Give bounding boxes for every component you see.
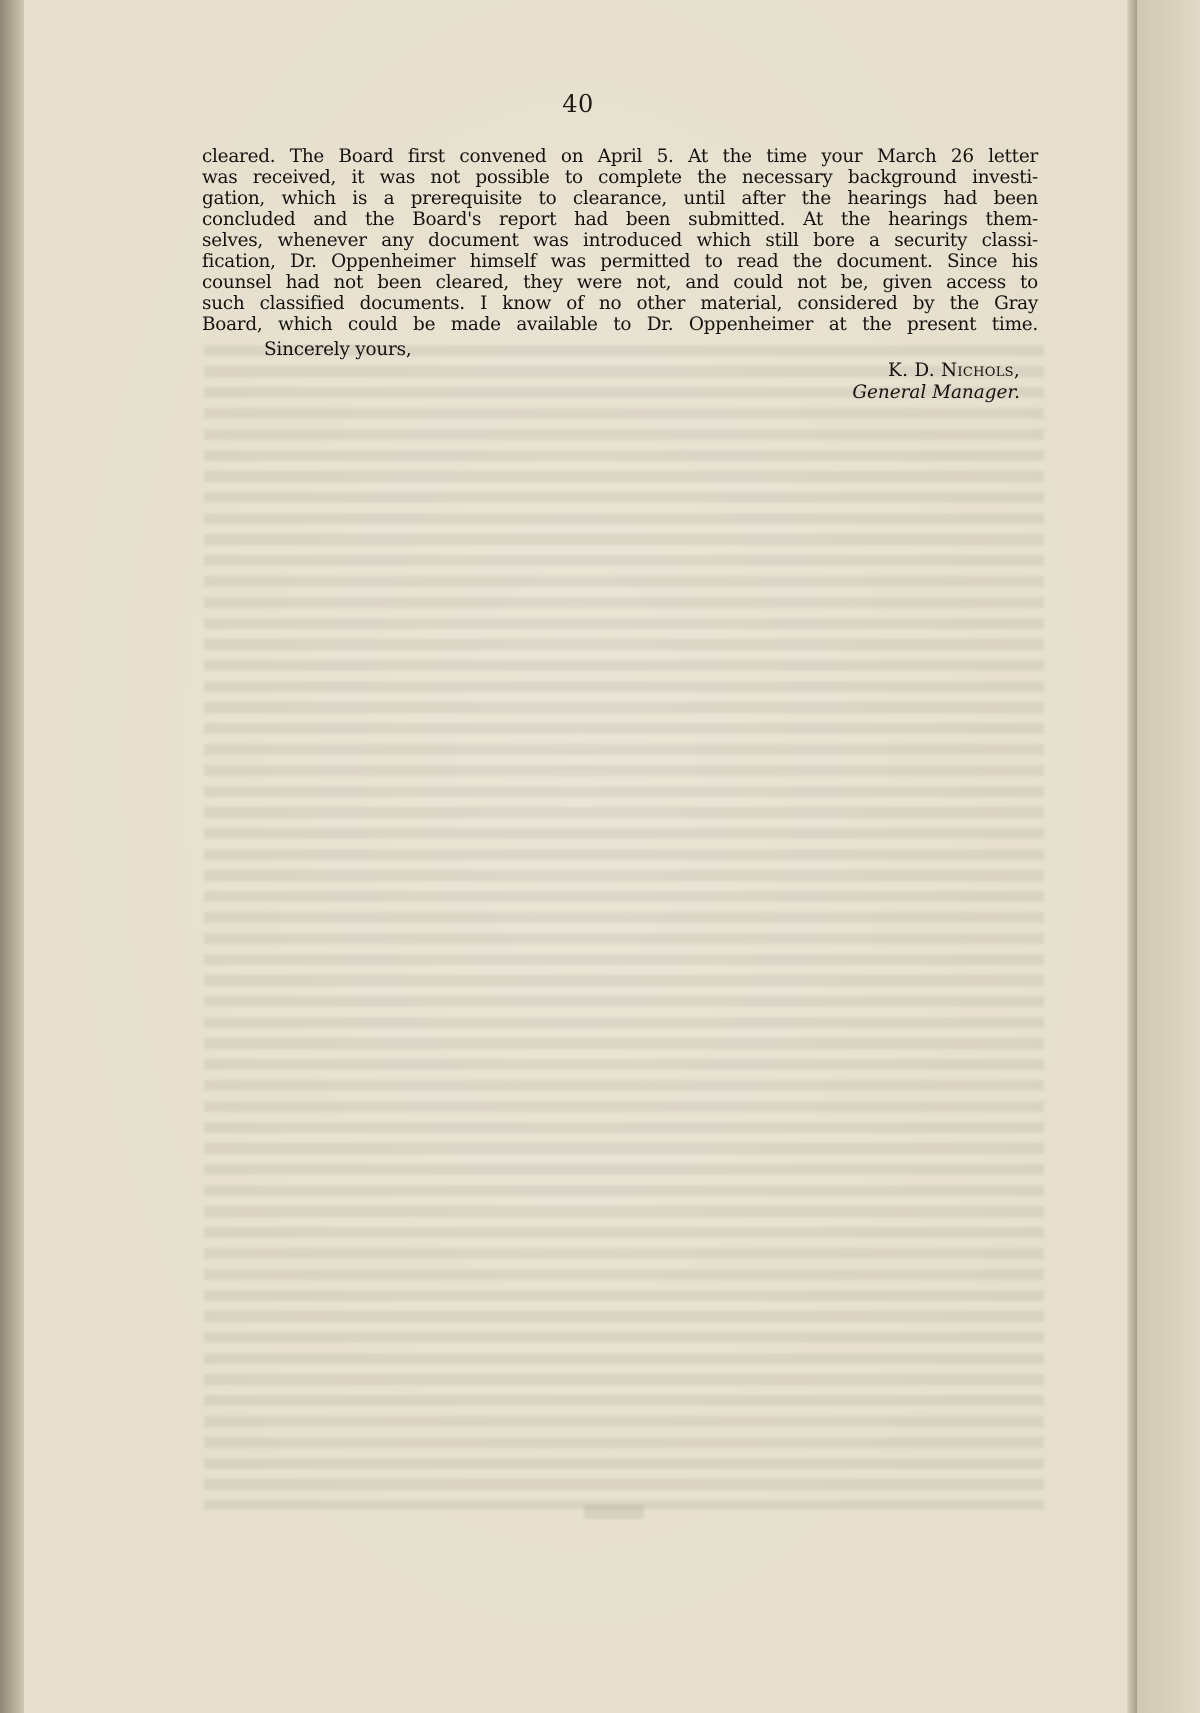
signer-name: K. D. Nichols, bbox=[888, 360, 1020, 381]
body-line: was received, it was not possible to complete the necessary background investi- bbox=[202, 167, 1038, 188]
show-through-text bbox=[204, 345, 1044, 1510]
body-line: cleared. The Board first convened on April 5. At the time your March 26 letter bbox=[202, 146, 1038, 167]
signature-block bbox=[852, 360, 1020, 404]
page-edge bbox=[1127, 0, 1137, 1713]
book-spine bbox=[0, 0, 24, 1713]
letter-body bbox=[202, 146, 1038, 335]
body-line: concluded and the Board's report had been submitted. At the hearings them- bbox=[202, 209, 1038, 230]
body-line: Board, which could be made available to Dr. Oppenheimer at the present time. bbox=[202, 314, 1038, 335]
signer-title: General Manager. bbox=[852, 382, 1020, 403]
page-number: 40 bbox=[562, 90, 594, 118]
body-line: counsel had not been cleared, they were not, and could not be, given access to bbox=[202, 272, 1038, 293]
body-line: fication, Dr. Oppenheimer himself was permitted to read the document. Since his bbox=[202, 251, 1038, 272]
body-line: selves, whenever any document was introduced which still bore a security classi- bbox=[202, 230, 1038, 251]
show-through-footer bbox=[584, 1505, 644, 1519]
body-line: gation, which is a prerequisite to clearance, until after the hearings had been bbox=[202, 188, 1038, 209]
adjacent-page bbox=[1137, 0, 1200, 1713]
body-line: such classified documents. I know of no other material, considered by the Gray bbox=[202, 293, 1038, 314]
document-page bbox=[24, 0, 1132, 1713]
closing-salutation: Sincerely yours, bbox=[264, 339, 412, 360]
